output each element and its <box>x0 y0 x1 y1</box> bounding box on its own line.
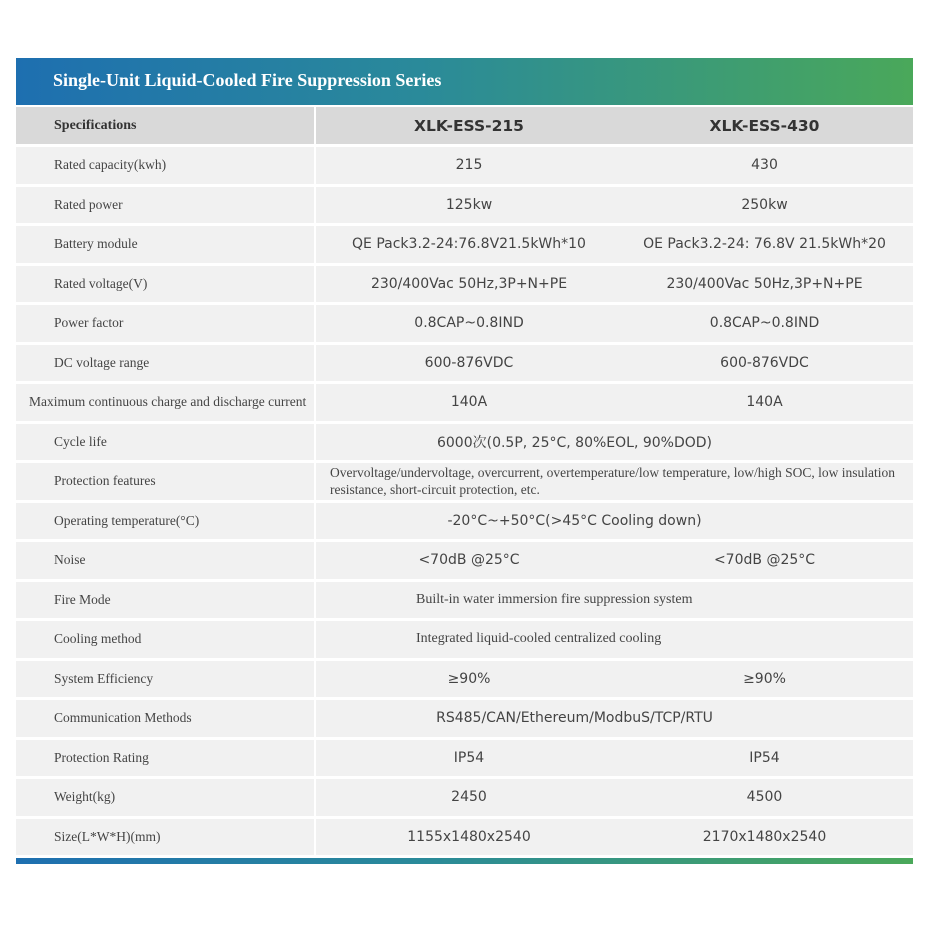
row-label: Cooling method <box>16 621 316 658</box>
row-label: Protection features <box>16 463 316 500</box>
table-row <box>16 187 913 224</box>
value-shared: 6000次(0.5P, 25°C, 80%EOL, 90%DOD) <box>436 434 713 451</box>
value-215: 600-876VDC <box>424 354 514 371</box>
row-label: Rated capacity(kwh) <box>16 147 316 184</box>
table-row <box>16 740 913 777</box>
table-title: Single-Unit Liquid-Cooled Fire Suppression Series <box>16 58 913 105</box>
value-shared: Built-in water immersion fire suppression system <box>416 591 693 607</box>
row-label: Protection Rating <box>16 740 316 777</box>
value-215: 1155x1480x2540 <box>407 828 531 845</box>
value-430: OE Pack3.2-24: 76.8V 21.5kWh*20 <box>643 236 886 253</box>
value-430: 600-876VDC <box>720 354 809 371</box>
table-row <box>16 266 913 303</box>
table-row <box>16 463 913 500</box>
table-row <box>16 503 913 540</box>
table-row <box>16 305 913 342</box>
value-shared: Overvoltage/undervoltage, overcurrent, overtemperature/low temperature, low/high SOC, low insulation resistance, short-circuit protection, etc. <box>330 465 895 498</box>
value-430: 140A <box>746 394 783 411</box>
value-430: IP54 <box>749 749 780 766</box>
value-215: QE Pack3.2-24:76.8V21.5kWh*10 <box>352 236 586 253</box>
table-row <box>16 542 913 579</box>
value-215: <70dB @25°C <box>418 552 520 569</box>
value-215: 140A <box>450 394 488 411</box>
row-label: DC voltage range <box>16 345 316 382</box>
value-430: 250kw <box>741 196 788 213</box>
value-215: 0.8CAP~0.8IND <box>414 315 524 332</box>
value-215: IP54 <box>453 749 485 766</box>
row-label: Noise <box>16 542 316 579</box>
bottom-accent-bar <box>16 858 913 864</box>
row-label: Fire Mode <box>16 582 316 619</box>
header-specifications: Specifications <box>16 107 316 144</box>
row-label: System Efficiency <box>16 661 316 698</box>
value-shared: Integrated liquid-cooled centralized cooling <box>416 631 662 647</box>
table-row <box>16 147 913 184</box>
value-430: 230/400Vac 50Hz,3P+N+PE <box>666 275 863 292</box>
value-215: ≥90% <box>447 670 491 687</box>
value-430: ≥90% <box>743 670 786 687</box>
table-row <box>16 779 913 816</box>
row-label: Cycle life <box>16 424 316 461</box>
table-row <box>16 621 913 658</box>
value-215: 230/400Vac 50Hz,3P+N+PE <box>370 275 568 292</box>
table-row <box>16 819 913 856</box>
table-row <box>16 661 913 698</box>
table-row <box>16 582 913 619</box>
value-215: 215 <box>455 157 483 174</box>
row-label: Power factor <box>16 305 316 342</box>
row-label: Battery module <box>16 226 316 263</box>
row-label: Rated voltage(V) <box>16 266 316 303</box>
value-430: 430 <box>751 157 778 174</box>
row-label: Rated power <box>16 187 316 224</box>
table-row <box>16 226 913 263</box>
value-shared: RS485/CAN/Ethereum/ModbuS/TCP/RTU <box>436 710 713 727</box>
table-header-row <box>16 107 913 144</box>
table-row <box>16 700 913 737</box>
value-430: 0.8CAP~0.8IND <box>709 315 820 332</box>
row-label: Size(L*W*H)(mm) <box>16 819 316 856</box>
value-215: 125kw <box>445 196 493 213</box>
row-label: Operating temperature(°C) <box>16 503 316 540</box>
row-label: Maximum continuous charge and discharge current <box>16 384 316 421</box>
value-430: 2170x1480x2540 <box>702 828 827 845</box>
header-model-215: XLK-ESS-215 <box>414 116 524 135</box>
value-215: 2450 <box>451 789 487 806</box>
header-model-430: XLK-ESS-430 <box>709 116 820 135</box>
table-row <box>16 384 913 421</box>
value-shared: -20°C~+50°C(>45°C Cooling down) <box>447 512 702 529</box>
row-label: Weight(kg) <box>16 779 316 816</box>
value-430: <70dB @25°C <box>713 552 816 569</box>
value-430: 4500 <box>746 789 783 806</box>
table-row <box>16 345 913 382</box>
table-row <box>16 424 913 461</box>
spec-table <box>16 58 913 864</box>
row-label: Communication Methods <box>16 700 316 737</box>
